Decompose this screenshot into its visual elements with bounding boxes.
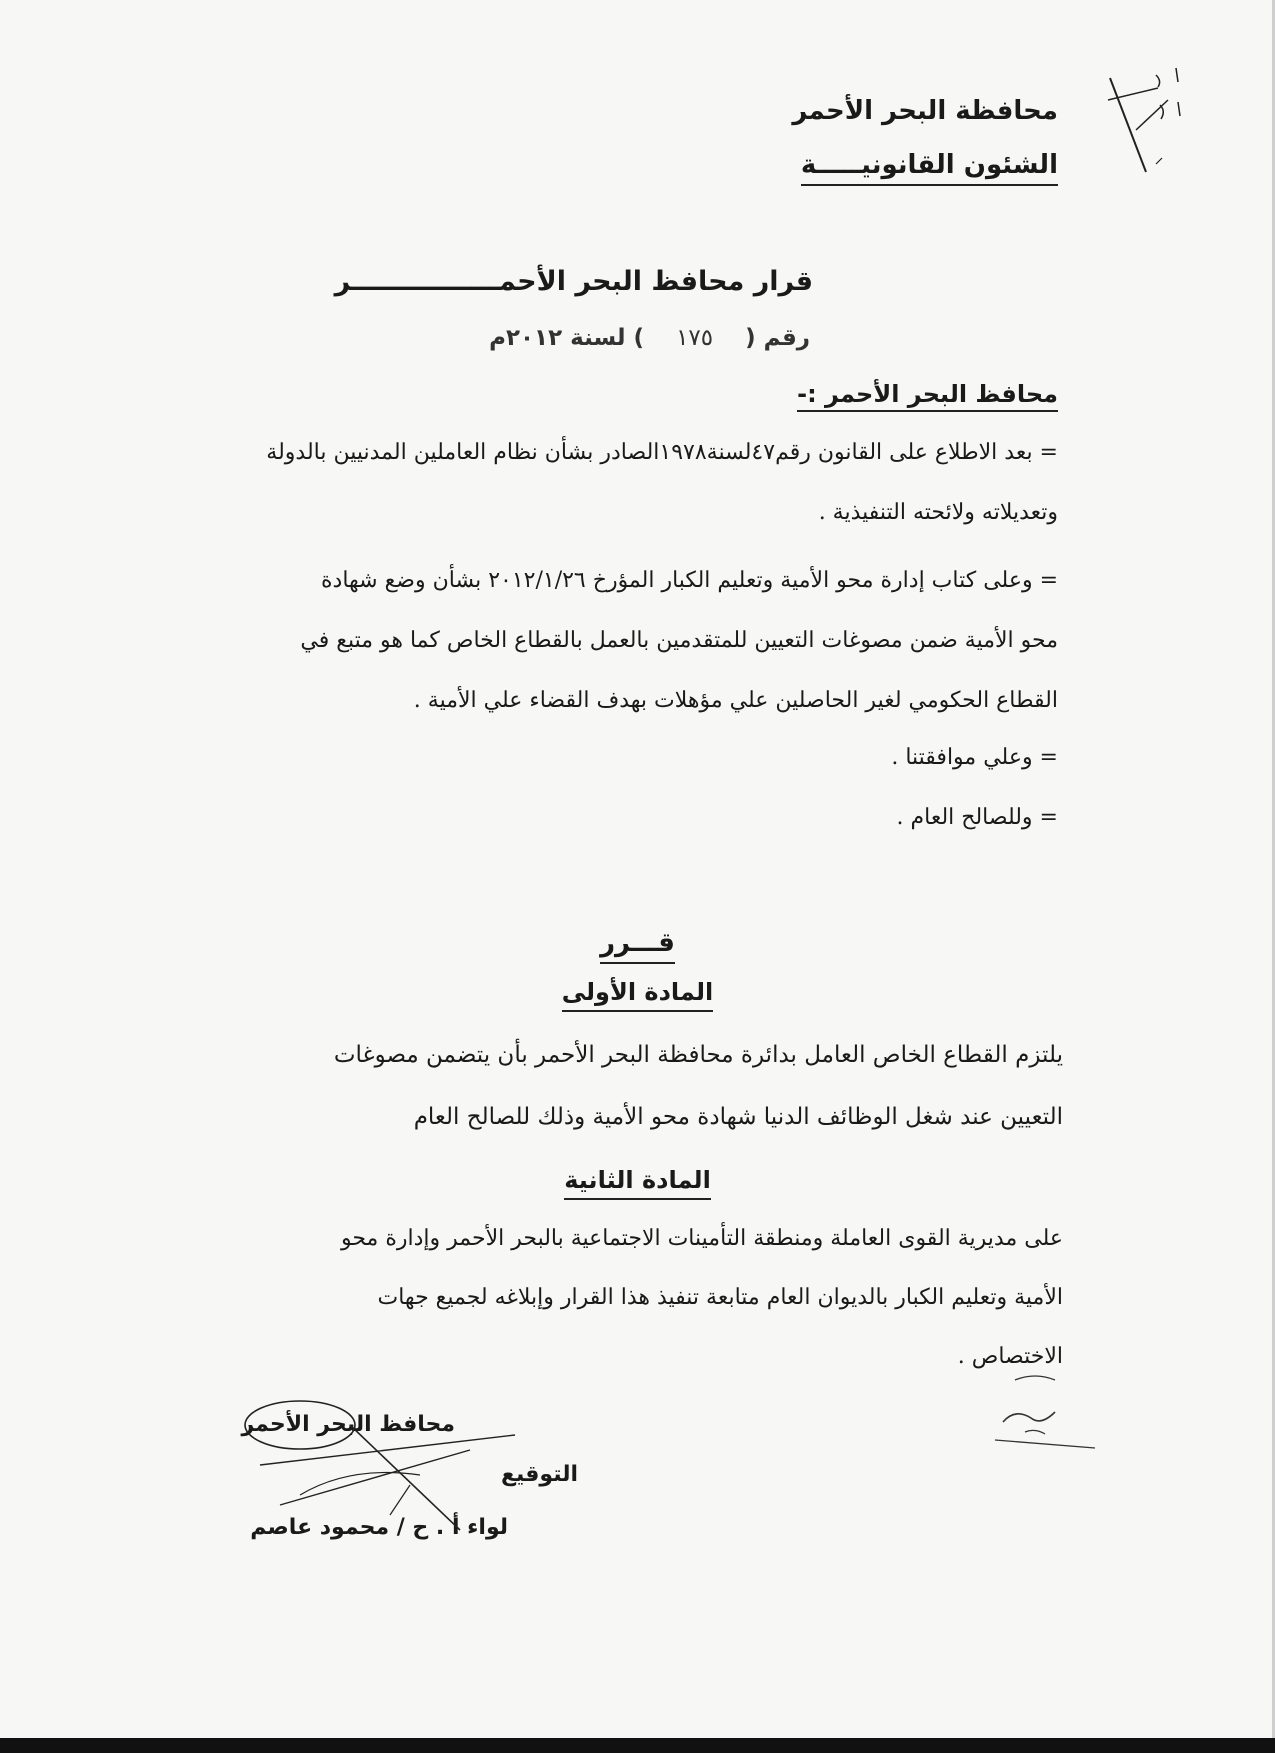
article-2-line-1: على مديرية القوى العاملة ومنطقة التأمينات الاجتماعية بالبحر الأحمر وإدارة محو <box>340 1226 1063 1251</box>
signature-name: لواء أ . ح / محمود عاصم <box>250 1515 508 1540</box>
decision-number-value: ١٧٥ <box>676 325 714 351</box>
governorate-name: محافظة البحر الأحمر <box>792 96 1058 126</box>
article-1-title-wrap <box>0 978 1275 1006</box>
article-2-title-wrap <box>0 1166 1275 1194</box>
scan-bottom-border <box>0 1738 1275 1753</box>
preamble-line-3: = وعلى كتاب إدارة محو الأمية وتعليم الكبار المؤرخ ٢٠١٢/١/٢٦ بشأن وضع شهادة <box>321 568 1058 593</box>
preamble-line-5: القطاع الحكومي لغير الحاصلين علي مؤهلات بهدف القضاء علي الأمية . <box>413 688 1058 713</box>
issuer-heading: محافظ البحر الأحمر :- <box>797 380 1058 412</box>
preamble-line-4: محو الأمية ضمن مصوغات التعيين للمتقدمين بالعمل بالقطاع الخاص كما هو متبع في <box>300 628 1058 653</box>
article-1-line-2: التعيين عند شغل الوظائف الدنيا شهادة محو الأمية وذلك للصالح العام <box>413 1104 1063 1130</box>
preamble-line-6: = وعلي موافقتنا . <box>891 745 1058 770</box>
decision-title: قرار محافظ البحر الأحمــــــــــــــــر <box>334 266 813 297</box>
article-1-line-1: يلتزم القطاع الخاص العامل بدائرة محافظة البحر الأحمر بأن يتضمن مصوغات <box>333 1042 1063 1068</box>
article-2-line-2: الأمية وتعليم الكبار بالديوان العام متابعة تنفيذ هذا القرار وإبلاغه لجميع جهات <box>377 1285 1063 1310</box>
decision-number-prefix: رقم ( <box>745 325 810 351</box>
signature-label: التوقيع <box>501 1462 578 1487</box>
article-1-title: المادة الأولى <box>562 978 714 1012</box>
article-2-line-3: الاختصاص . <box>957 1344 1063 1369</box>
preamble-line-2: وتعديلاته ولائحته التنفيذية . <box>818 500 1058 525</box>
decision-number-suffix: ) لسنة ٢٠١٢م <box>489 325 645 351</box>
resolved-heading: قـــرر <box>600 928 675 964</box>
preamble-line-1: = بعد الاطلاع على القانون رقم٤٧لسنة١٩٧٨الصادر بشأن نظام العاملين المدنيين بالدولة <box>266 440 1058 465</box>
signature-title: محافظ البحر الأحمر <box>241 1412 455 1437</box>
handwritten-corner-mark <box>1098 60 1188 185</box>
article-2-title: المادة الثانية <box>564 1166 711 1200</box>
handwritten-signature <box>240 1395 530 1545</box>
handwritten-initials <box>985 1370 1105 1460</box>
resolved-heading-wrap <box>0 928 1275 958</box>
decision-number <box>489 325 810 351</box>
preamble-line-7: = وللصالح العام . <box>896 805 1058 830</box>
department-name: الشئون القانونيـــــة <box>801 150 1058 186</box>
